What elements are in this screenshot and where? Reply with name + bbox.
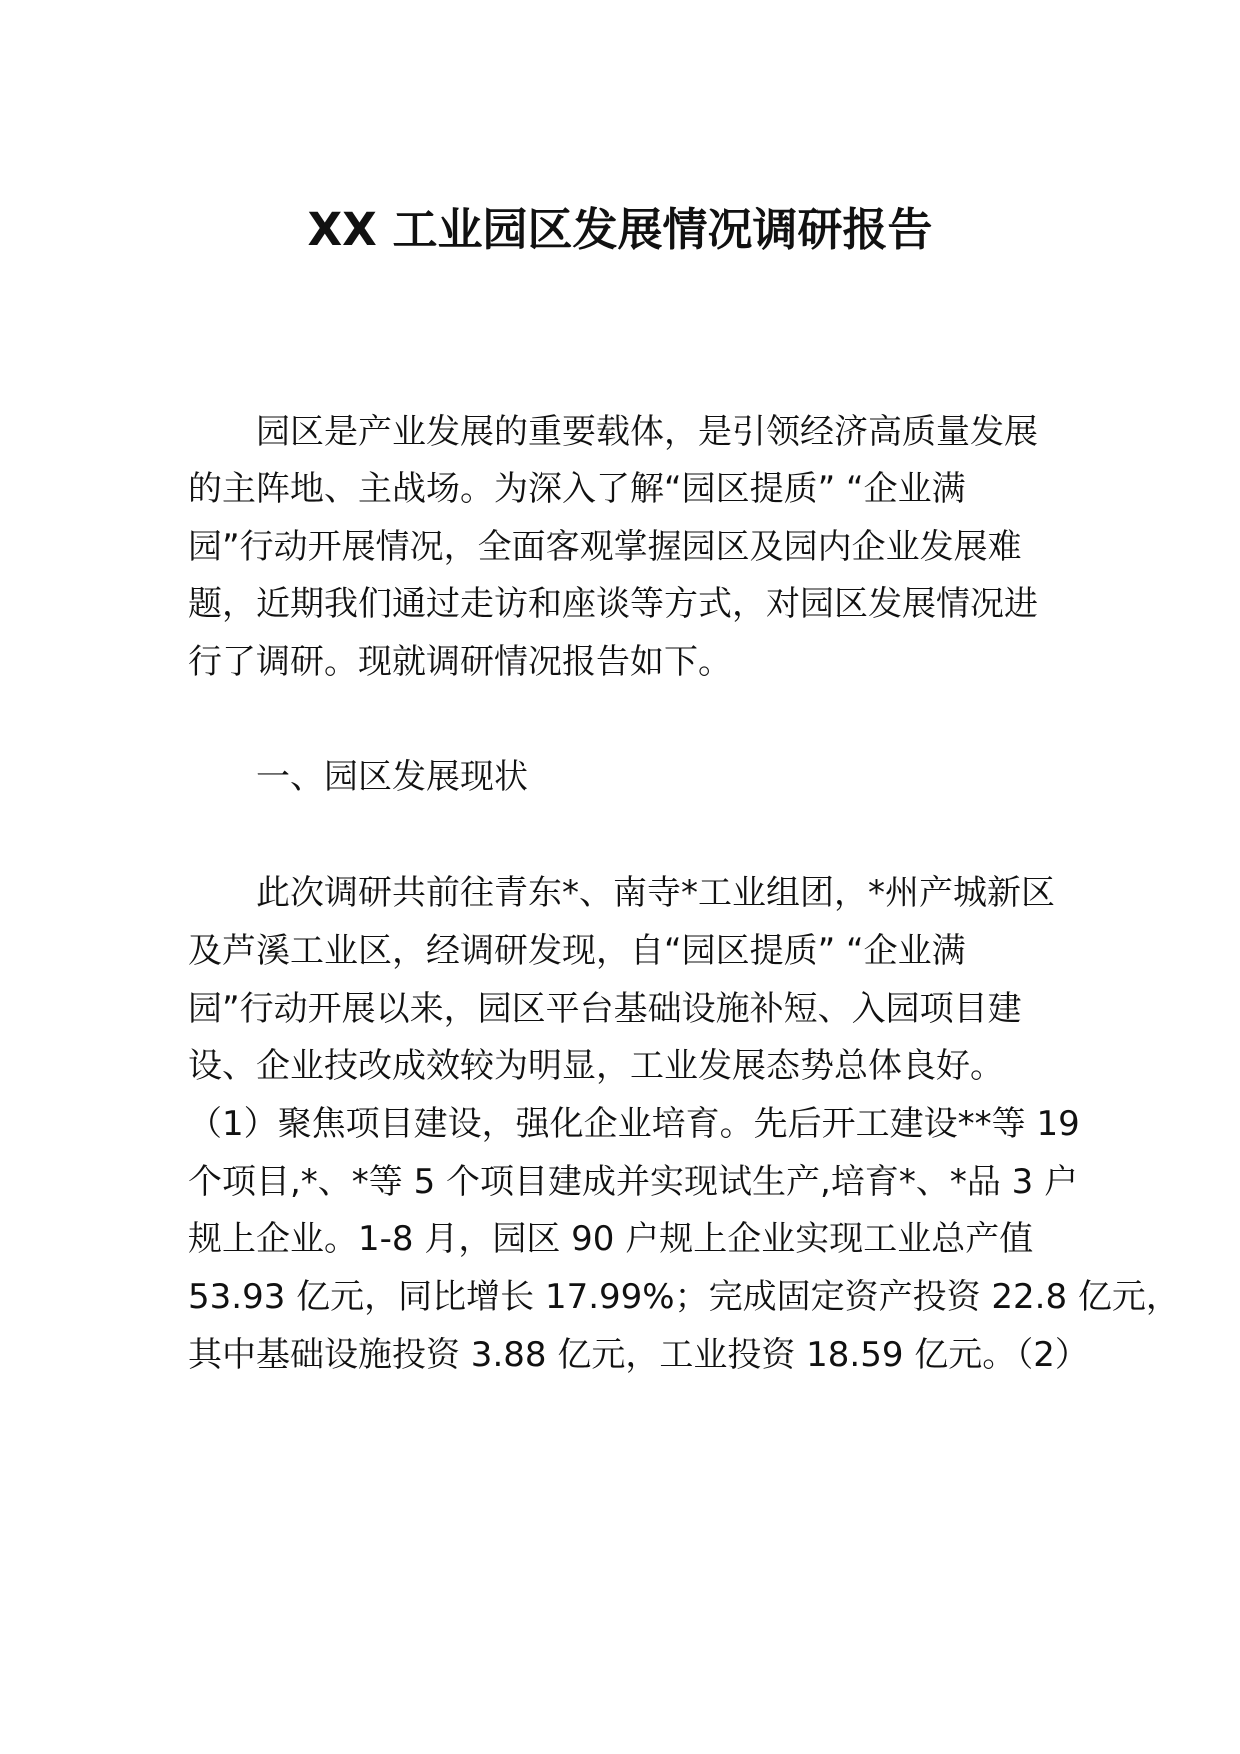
section-line-6: 个项目,*、*等 5 个项目建成并实现试生产,培育*、*品 3 户 [188, 1162, 1079, 1202]
section-line-4: 设、企业技改成效较为明显，工业发展态势总体良好。 [188, 1046, 1004, 1086]
section-line-5: （1）聚焦项目建设，强化企业培育。先后开工建设**等 19 [188, 1104, 1080, 1144]
intro-line-3: 园”行动开展情况，全面客观掌握园区及园内企业发展难 [188, 527, 1022, 567]
section-line-8: 53.93 亿元，同比增长 17.99%；完成固定资产投资 22.8 亿元， [188, 1277, 1180, 1317]
intro-line-5: 行了调研。现就调研情况报告如下。 [188, 642, 732, 682]
intro-line-2: 的主阵地、主战场。为深入了解“园区提质” “企业满 [188, 469, 966, 509]
section-line-3: 园”行动开展以来，园区平台基础设施补短、入园项目建 [188, 989, 1022, 1029]
section-heading: 一、园区发展现状 [256, 757, 528, 797]
section-line-9: 其中基础设施投资 3.88 亿元，工业投资 18.59 亿元。（2） [188, 1335, 1089, 1375]
section-line-7: 规上企业。1-8 月，园区 90 户规上企业实现工业总产值 [188, 1219, 1034, 1259]
intro-line-4: 题，近期我们通过走访和座谈等方式，对园区发展情况进 [188, 584, 1038, 624]
intro-line-1: 园区是产业发展的重要载体，是引领经济高质量发展 [256, 412, 1038, 452]
document-title: XX 工业园区发展情况调研报告 [307, 203, 933, 256]
section-line-1: 此次调研共前往青东*、南寺*工业组团，*州产城新区 [256, 873, 1055, 913]
section-line-2: 及芦溪工业区，经调研发现，自“园区提质” “企业满 [188, 931, 966, 971]
